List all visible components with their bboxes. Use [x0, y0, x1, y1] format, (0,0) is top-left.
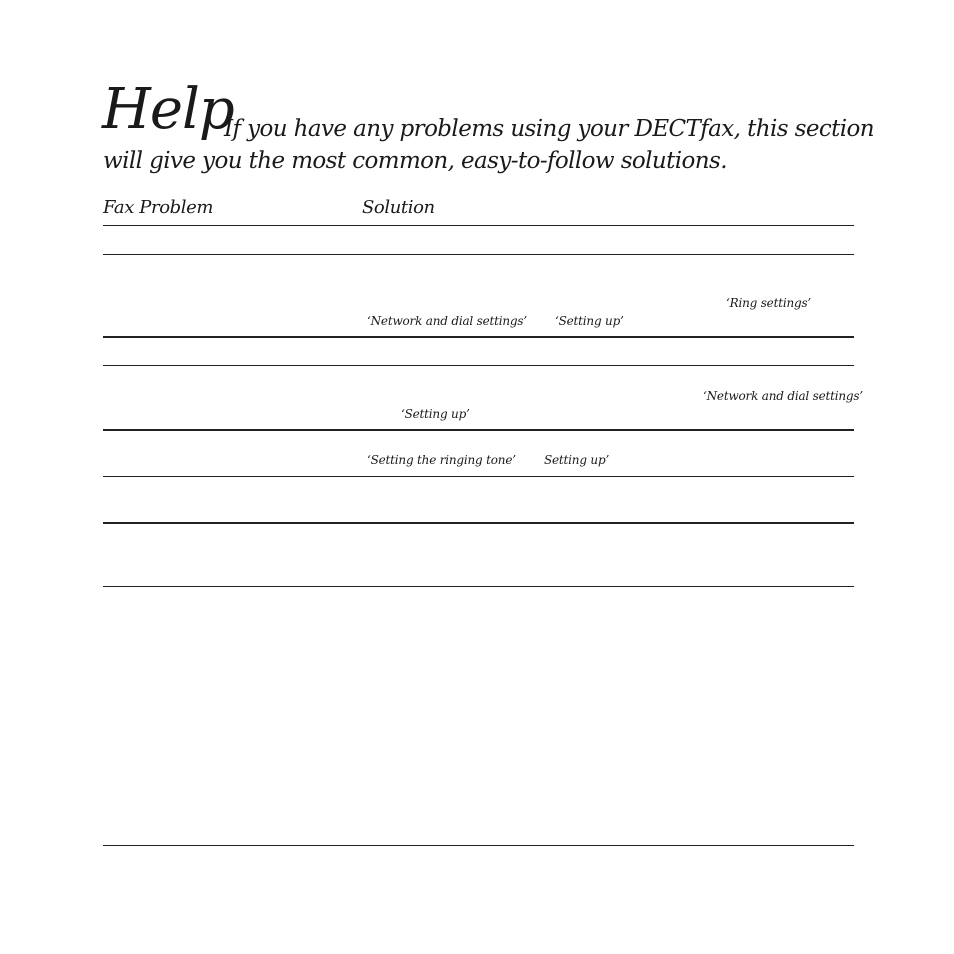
reference-network-dial-settings: ‘Network and dial settings’: [703, 389, 863, 403]
table-divider: [103, 254, 854, 255]
table-divider: [103, 476, 854, 477]
reference-setting-up: ‘Setting up’: [555, 314, 624, 328]
table-divider: [103, 365, 854, 366]
page-title: Help: [102, 77, 234, 142]
column-header-problem: Fax Problem: [103, 197, 214, 218]
reference-ring-settings: ‘Ring settings’: [726, 296, 812, 310]
reference-setting-up: Setting up’: [544, 453, 610, 467]
intro-text-line-1: If you have any problems using your DECTfax, this section: [224, 116, 874, 142]
reference-network-dial-settings: ‘Network and dial settings’: [367, 314, 527, 328]
table-divider: [103, 429, 854, 431]
table-divider: [103, 586, 854, 587]
table-divider: [103, 845, 854, 846]
reference-setting-up: ‘Setting up’: [401, 407, 470, 421]
table-divider: [103, 225, 854, 226]
reference-setting-ringing-tone: ‘Setting the ringing tone’: [367, 453, 516, 467]
intro-text-line-2: will give you the most common, easy-to-follow solutions.: [103, 148, 727, 174]
column-header-solution: Solution: [362, 197, 435, 218]
table-divider: [103, 522, 854, 524]
table-divider: [103, 336, 854, 338]
